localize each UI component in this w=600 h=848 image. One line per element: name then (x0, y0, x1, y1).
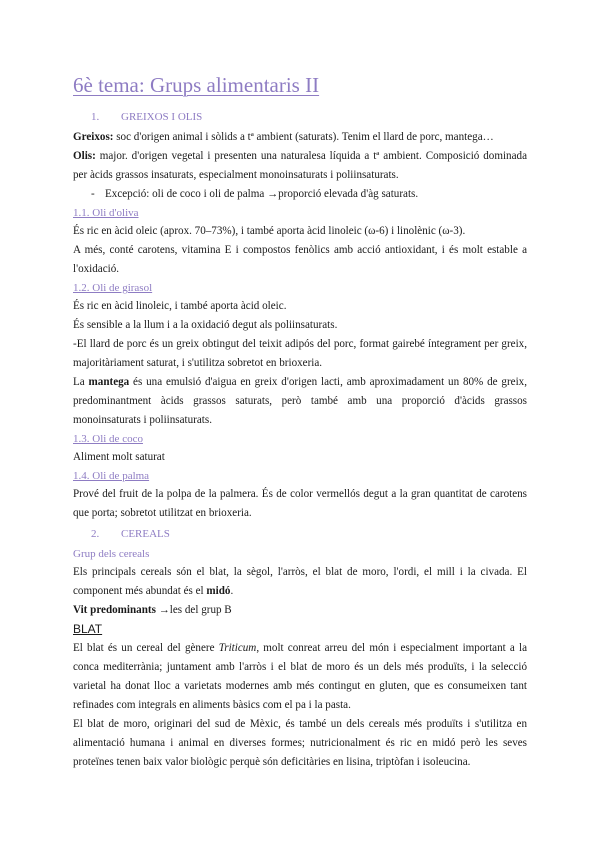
paragraph-cereals (73, 563, 527, 601)
text-mantega-pre: La (73, 376, 89, 388)
subheading-oli-oliva: 1.1. Oli d'oliva (73, 207, 139, 219)
subheading-oli-palma: 1.4. Oli de palma (73, 470, 150, 482)
term-vit: Vit predominants (73, 604, 156, 616)
page-title: 6è tema: Grups alimentaris II (73, 73, 320, 97)
term-olis: Olis: (73, 150, 96, 162)
text-olis: major. d'origen vegetal i presenten una naturalesa líquida a tª ambient. Composició dominada per àcids grassos insaturats, especialment monoinsaturats i poliinsaturats. (73, 150, 527, 181)
text-mantega: és una emulsió d'aigua en greix d'origen lacti, amb aproximadament un 80% de greix, predominantment àcids grassos saturats, però també amb una proporció d'àcids grassos monoinsaturats i poliinsaturats. (73, 376, 527, 426)
section-label: GREIXOS I OLIS (121, 111, 203, 123)
paragraph-blat-2: El blat de moro, originari del sud de Mèxic, és també un dels cereals més produïts i s'utilitza en alimentació humana i animal en diverses formes; nutricionalment és ric en midó però les seves proteïnes tenen baix valor biològic perquè són deficitàries en lisina, triptòfan i isoleucina. (73, 718, 527, 768)
bullet-dash: - (91, 188, 95, 200)
subheading-grup-cereals: Grup dels cereals (73, 548, 150, 560)
text-exception: Excepció: oli de coco i oli de palma →proporció elevada d'àg saturats. (105, 188, 419, 200)
text-cereals: Els principals cereals són el blat, la sègol, l'arròs, el blat de moro, l'ordi, el mill i la civada. El component més abundat és el (73, 566, 527, 597)
paragraph-blat-1 (73, 639, 527, 715)
text-vit: →les del grup B (155, 604, 232, 616)
term-mido: midó (206, 585, 231, 597)
text-cereals-end: . (230, 585, 234, 597)
text-blat: , molt conreat arreu del món i especialment important a la conca mediterrània; juntament amb l'arròs i el blat de moro és un dels més produïts, i la selecció varietal ha donat lloc a varietats modernes amb més contingut en gluten, que es consumeixen tant refinades com integrals en aliments bàsics com el pa i la pasta. (73, 642, 528, 711)
paragraph-girasol-2: És sensible a la llum i a la oxidació degut als poliinsaturats. (73, 319, 338, 331)
section-number: 2. (91, 528, 100, 540)
heading-blat: BLAT (73, 622, 103, 636)
paragraph-girasol-1: És ric en àcid linoleic, i també aporta àcid oleic. (73, 300, 287, 312)
bullet-exception (73, 185, 527, 204)
section-heading-greixos (73, 108, 527, 127)
term-greixos: Greixos: (73, 131, 114, 143)
paragraph-palma: Prové del fruit de la polpa de la palmera. És de color vermellós degut a la gran quantitat de carotens que porta; sobretot utilitzat en brioxeria. (73, 488, 527, 519)
paragraph-llard: -El llard de porc és un greix obtingut del teixit adipós del porc, format gairebé íntegrament per greix, majoritàriament saturat, i s'utilitza sobretot en brioxeria. (73, 338, 527, 369)
section-label: CEREALS (121, 528, 170, 540)
term-mantega: mantega (88, 376, 130, 388)
text-blat-pre: El blat és un cereal del gènere (73, 642, 219, 654)
paragraph-vitamines (73, 601, 527, 620)
paragraph-olis (73, 147, 527, 185)
paragraph-oliva-2: A més, conté carotens, vitamina E i compostos fenòlics amb acció antioxidant, i és molt estable a l'oxidació. (73, 244, 527, 275)
text-greixos: soc d'origen animal i sòlids a tª ambient (saturats). Tenim el llard de porc, mantega… (113, 131, 494, 143)
section-number: 1. (91, 111, 100, 123)
paragraph-mantega (73, 373, 527, 430)
paragraph-coco: Aliment molt saturat (73, 451, 165, 463)
paragraph-oliva-1: És ric en àcid oleic (aprox. 70–73%), i també aporta àcid linoleic (ω-6) i linolènic (ω-3). (73, 225, 466, 237)
subheading-oli-coco: 1.3. Oli de coco (73, 433, 143, 445)
section-heading-cereals (73, 525, 527, 544)
subheading-oli-girasol: 1.2. Oli de girasol (73, 282, 153, 294)
paragraph-greixos (73, 128, 527, 147)
genus-triticum: Triticum (218, 642, 257, 654)
